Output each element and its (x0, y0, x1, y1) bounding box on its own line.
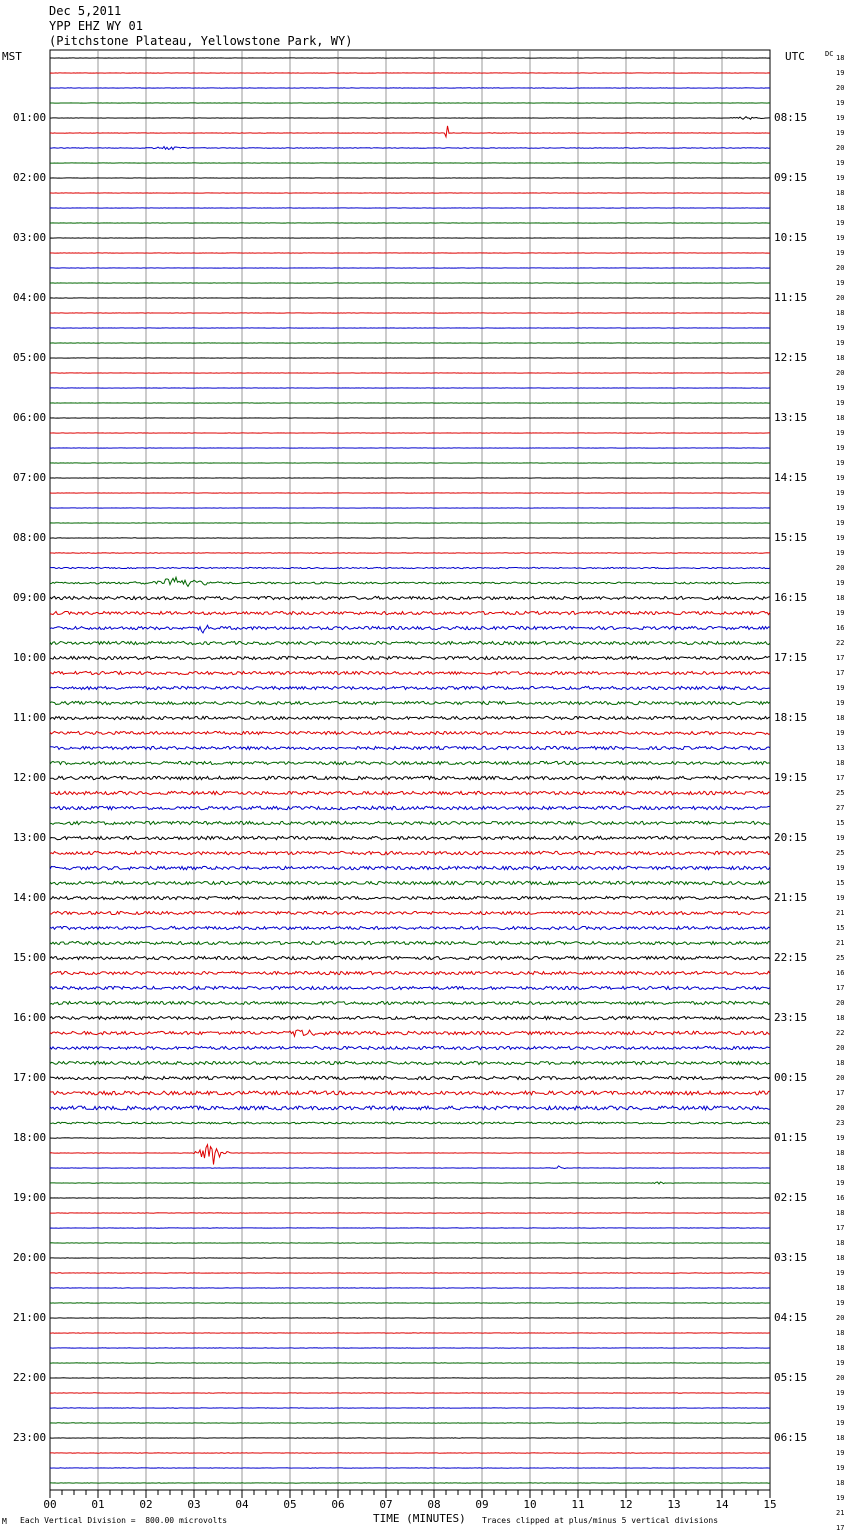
trace-line (50, 126, 770, 137)
dc-offset-label: 17 (836, 984, 845, 992)
utc-hour-label: 19:15 (774, 771, 808, 784)
mst-hour-label: 06:00 (13, 411, 47, 424)
x-tick-label: 14 (715, 1498, 729, 1511)
dc-offset-label: 21 (836, 1509, 845, 1517)
dc-offset-label: 19 (836, 69, 845, 77)
utc-hour-label: 11:15 (774, 291, 808, 304)
dc-offset-label: 18 (836, 1254, 845, 1262)
trace-line (50, 746, 770, 749)
dc-offset-label: 18 (836, 1344, 845, 1352)
dc-offset-label: 18 (836, 1434, 845, 1442)
dc-offset-label: 19 (836, 429, 845, 437)
dc-offset-label: 19 (836, 114, 845, 122)
trace-line (50, 926, 770, 929)
dc-offset-label: 19 (836, 159, 845, 167)
dc-offset-label: 19 (836, 219, 845, 227)
dc-offset-label: 16 (836, 969, 845, 977)
x-axis (43, 1490, 776, 1511)
trace-line (50, 1046, 770, 1049)
dc-offset-label: 18 (836, 1329, 845, 1337)
dc-column-title: DC (825, 50, 834, 58)
mst-hour-label: 15:00 (13, 951, 47, 964)
mst-hour-label: 01:00 (13, 111, 47, 124)
mst-hour-label: 10:00 (13, 651, 47, 664)
dc-offset-label: 19 (836, 1359, 845, 1367)
mst-hour-label: 03:00 (13, 231, 47, 244)
trace-line (50, 686, 770, 689)
x-tick-label: 07 (379, 1498, 393, 1511)
trace-line (50, 553, 770, 554)
x-tick-label: 00 (43, 1498, 57, 1511)
trace-line (50, 147, 770, 150)
dc-offset-label: 20 (836, 1074, 845, 1082)
utc-hour-label: 23:15 (774, 1011, 808, 1024)
x-tick-label: 11 (571, 1498, 585, 1511)
dc-offset-label: 19 (836, 729, 845, 737)
mst-hour-label: 21:00 (13, 1311, 47, 1324)
trace-line (50, 1016, 770, 1019)
dc-offset-label: 19 (836, 384, 845, 392)
utc-hour-label: 13:15 (774, 411, 808, 424)
dc-offset-label: 19 (836, 579, 845, 587)
trace-line (50, 641, 770, 644)
trace-line (50, 776, 770, 779)
dc-offset-label: 17 (836, 1524, 845, 1532)
mst-axis-title: MST (2, 50, 22, 63)
utc-hour-label: 14:15 (774, 471, 808, 484)
station-location: (Pitchstone Plateau, Yellowstone Park, WY) (49, 34, 353, 48)
trace-line (50, 117, 770, 120)
plot-frame (50, 50, 770, 1490)
x-tick-label: 10 (523, 1498, 537, 1511)
x-tick-label: 15 (763, 1498, 777, 1511)
dc-offset-label: 19 (836, 699, 845, 707)
trace-line (50, 986, 770, 989)
x-tick-label: 04 (235, 1498, 249, 1511)
dc-offset-label: 19 (836, 1404, 845, 1412)
dc-offset-label: 19 (836, 549, 845, 557)
dc-offset-label: 20 (836, 1044, 845, 1052)
dc-offset-label: 18 (836, 414, 845, 422)
dc-offset-label: 21 (836, 939, 845, 947)
trace-line (50, 596, 770, 599)
trace-line (50, 1091, 770, 1095)
dc-offset-label: 19 (836, 234, 845, 242)
mst-hour-label: 16:00 (13, 1011, 47, 1024)
trace-group (50, 58, 770, 1483)
trace-line (50, 866, 770, 869)
utc-hour-label: 18:15 (774, 711, 808, 724)
dc-offset-label: 25 (836, 789, 845, 797)
corner-mark: M (2, 1517, 7, 1526)
dc-offset-label: 22 (836, 1029, 845, 1037)
dc-offset-label: 23 (836, 1119, 845, 1127)
dc-offset-label: 19 (836, 129, 845, 137)
mst-hour-label: 17:00 (13, 1071, 47, 1084)
dc-offset-label: 19 (836, 1449, 845, 1457)
dc-offset-label: 16 (836, 1194, 845, 1202)
dc-offset-label: 19 (836, 1269, 845, 1277)
dc-offset-label: 18 (836, 1059, 845, 1067)
dc-offset-label: 18 (836, 1239, 845, 1247)
dc-offset-label: 18 (836, 1209, 845, 1217)
dc-offset-label: 19 (836, 1389, 845, 1397)
dc-offset-label: 18 (836, 1014, 845, 1022)
mst-hour-label: 23:00 (13, 1431, 47, 1444)
dc-offset-label: 19 (836, 444, 845, 452)
mst-hour-label: 18:00 (13, 1131, 47, 1144)
plot-date: Dec 5,2011 (49, 4, 122, 18)
utc-hour-label: 20:15 (774, 831, 808, 844)
trace-line (50, 1061, 770, 1064)
dc-offset-label: 25 (836, 954, 845, 962)
trace-line (50, 1138, 770, 1139)
dc-offset-label: 22 (836, 639, 845, 647)
utc-hour-label: 12:15 (774, 351, 808, 364)
dc-offset-label: 19 (836, 834, 845, 842)
trace-line (50, 625, 770, 633)
dc-offset-label: 15 (836, 879, 845, 887)
dc-offset-label: 19 (836, 1419, 845, 1427)
trace-line (50, 1076, 770, 1079)
x-tick-label: 08 (427, 1498, 441, 1511)
dc-offset-label: 18 (836, 1479, 845, 1487)
trace-line (50, 941, 770, 944)
x-tick-label: 12 (619, 1498, 633, 1511)
utc-hour-label: 02:15 (774, 1191, 808, 1204)
dc-offset-label: 16 (836, 624, 845, 632)
utc-hour-label: 16:15 (774, 591, 808, 604)
dc-offset-label: 15 (836, 819, 845, 827)
dc-offset-label: 20 (836, 294, 845, 302)
trace-line (50, 896, 770, 899)
x-tick-label: 01 (91, 1498, 105, 1511)
dc-offset-label: 18 (836, 594, 845, 602)
trace-line (50, 656, 770, 659)
dc-offset-label: 20 (836, 1104, 845, 1112)
mst-hour-label: 05:00 (13, 351, 47, 364)
mst-hour-label: 14:00 (13, 891, 47, 904)
x-tick-label: 02 (139, 1498, 153, 1511)
dc-offset-label: 19 (836, 324, 845, 332)
utc-hour-label: 01:15 (774, 1131, 808, 1144)
mst-hour-label: 02:00 (13, 171, 47, 184)
trace-line (50, 881, 770, 884)
utc-hour-label: 15:15 (774, 531, 808, 544)
dc-offset-label: 19 (836, 864, 845, 872)
dc-offset-label: 18 (836, 54, 845, 62)
dc-offset-label: 13 (836, 744, 845, 752)
trace-line (50, 1030, 770, 1036)
dc-offset-label: 15 (836, 924, 845, 932)
trace-line (50, 956, 770, 959)
x-tick-label: 06 (331, 1498, 345, 1511)
dc-offset-label: 17 (836, 1089, 845, 1097)
dc-offset-label: 19 (836, 489, 845, 497)
trace-line (50, 577, 770, 586)
dc-offset-label: 19 (836, 249, 845, 257)
trace-line (50, 1182, 770, 1184)
x-tick-label: 03 (187, 1498, 201, 1511)
mst-hour-label: 22:00 (13, 1371, 47, 1384)
trace-line (50, 1145, 770, 1165)
dc-offset-label: 20 (836, 264, 845, 272)
trace-line (50, 1106, 770, 1110)
dc-offset-label: 18 (836, 1164, 845, 1172)
dc-offset-label: 20 (836, 144, 845, 152)
mst-hour-label: 11:00 (13, 711, 47, 724)
trace-line (50, 1166, 770, 1169)
utc-hour-label: 17:15 (774, 651, 808, 664)
mst-hour-label: 13:00 (13, 831, 47, 844)
dc-offset-label: 18 (836, 204, 845, 212)
dc-offset-label: 17 (836, 669, 845, 677)
dc-offset-label: 19 (836, 1179, 845, 1187)
trace-line (50, 806, 770, 809)
mst-hour-label: 04:00 (13, 291, 47, 304)
dc-offset-label: 19 (836, 504, 845, 512)
mst-hour-label: 08:00 (13, 531, 47, 544)
minute-grid (50, 50, 770, 1490)
scale-note: Each Vertical Division = 800.00 microvolts (20, 1516, 228, 1525)
trace-line (50, 701, 770, 704)
x-tick-label: 09 (475, 1498, 489, 1511)
trace-line (50, 671, 770, 674)
clip-note: Traces clipped at plus/minus 5 vertical divisions (482, 1516, 719, 1525)
trace-line (50, 821, 770, 824)
dc-offset-label: 19 (836, 279, 845, 287)
dc-offset-label: 19 (836, 1134, 845, 1142)
trace-line (50, 761, 770, 764)
dc-offset-label: 17 (836, 1224, 845, 1232)
x-tick-label: 05 (283, 1498, 297, 1511)
dc-offset-label: 19 (836, 684, 845, 692)
dc-offset-label: 25 (836, 849, 845, 857)
dc-offset-label: 19 (836, 894, 845, 902)
dc-offset-label: 20 (836, 369, 845, 377)
dc-offset-label: 18 (836, 189, 845, 197)
dc-offset-label: 18 (836, 1284, 845, 1292)
utc-hour-label: 22:15 (774, 951, 808, 964)
station-code: YPP EHZ WY 01 (49, 19, 143, 33)
dc-offset-label: 20 (836, 1374, 845, 1382)
dc-offset-label: 18 (836, 1149, 845, 1157)
dc-offset-label: 19 (836, 474, 845, 482)
dc-offset-label: 20 (836, 999, 845, 1007)
trace-line (50, 611, 770, 614)
dc-offset-label: 17 (836, 654, 845, 662)
dc-offset-label: 20 (836, 564, 845, 572)
mst-hour-label: 07:00 (13, 471, 47, 484)
x-tick-label: 13 (667, 1498, 681, 1511)
utc-hour-label: 05:15 (774, 1371, 808, 1384)
trace-line (50, 971, 770, 974)
x-axis-title: TIME (MINUTES) (373, 1512, 466, 1525)
dc-offset-label: 19 (836, 519, 845, 527)
dc-offset-label: 18 (836, 714, 845, 722)
dc-offset-label: 20 (836, 84, 845, 92)
dc-offset-label: 20 (836, 1314, 845, 1322)
trace-line (50, 567, 770, 568)
trace-line (50, 836, 770, 839)
utc-axis-title: UTC (785, 50, 805, 63)
dc-offset-label: 18 (836, 759, 845, 767)
dc-offset-label: 19 (836, 459, 845, 467)
mst-hour-label: 09:00 (13, 591, 47, 604)
trace-line (50, 716, 770, 719)
dc-offset-label: 19 (836, 174, 845, 182)
utc-hour-label: 10:15 (774, 231, 808, 244)
dc-offset-label: 19 (836, 99, 845, 107)
dc-offset-label: 19 (836, 1464, 845, 1472)
trace-line (50, 1122, 770, 1124)
utc-hour-label: 09:15 (774, 171, 808, 184)
dc-offset-label: 27 (836, 804, 845, 812)
trace-line (50, 911, 770, 914)
dc-offset-label: 19 (836, 1494, 845, 1502)
dc-offset-label: 19 (836, 534, 845, 542)
mst-hour-label: 19:00 (13, 1191, 47, 1204)
utc-hour-label: 21:15 (774, 891, 808, 904)
dc-offset-label: 17 (836, 774, 845, 782)
utc-hour-label: 04:15 (774, 1311, 808, 1324)
trace-line (50, 791, 770, 794)
utc-hour-label: 00:15 (774, 1071, 808, 1084)
trace-line (50, 851, 770, 854)
mst-hour-label: 12:00 (13, 771, 47, 784)
trace-line (50, 1001, 770, 1004)
dc-offset-label: 21 (836, 909, 845, 917)
mst-hour-label: 20:00 (13, 1251, 47, 1264)
trace-line (50, 731, 770, 734)
dc-offset-label: 19 (836, 399, 845, 407)
dc-offset-label: 19 (836, 1299, 845, 1307)
utc-hour-label: 03:15 (774, 1251, 808, 1264)
dc-offset-label: 18 (836, 309, 845, 317)
dc-offset-label: 18 (836, 354, 845, 362)
utc-hour-label: 08:15 (774, 111, 808, 124)
dc-offset-label: 19 (836, 609, 845, 617)
utc-hour-label: 06:15 (774, 1431, 808, 1444)
dc-offset-label: 19 (836, 339, 845, 347)
